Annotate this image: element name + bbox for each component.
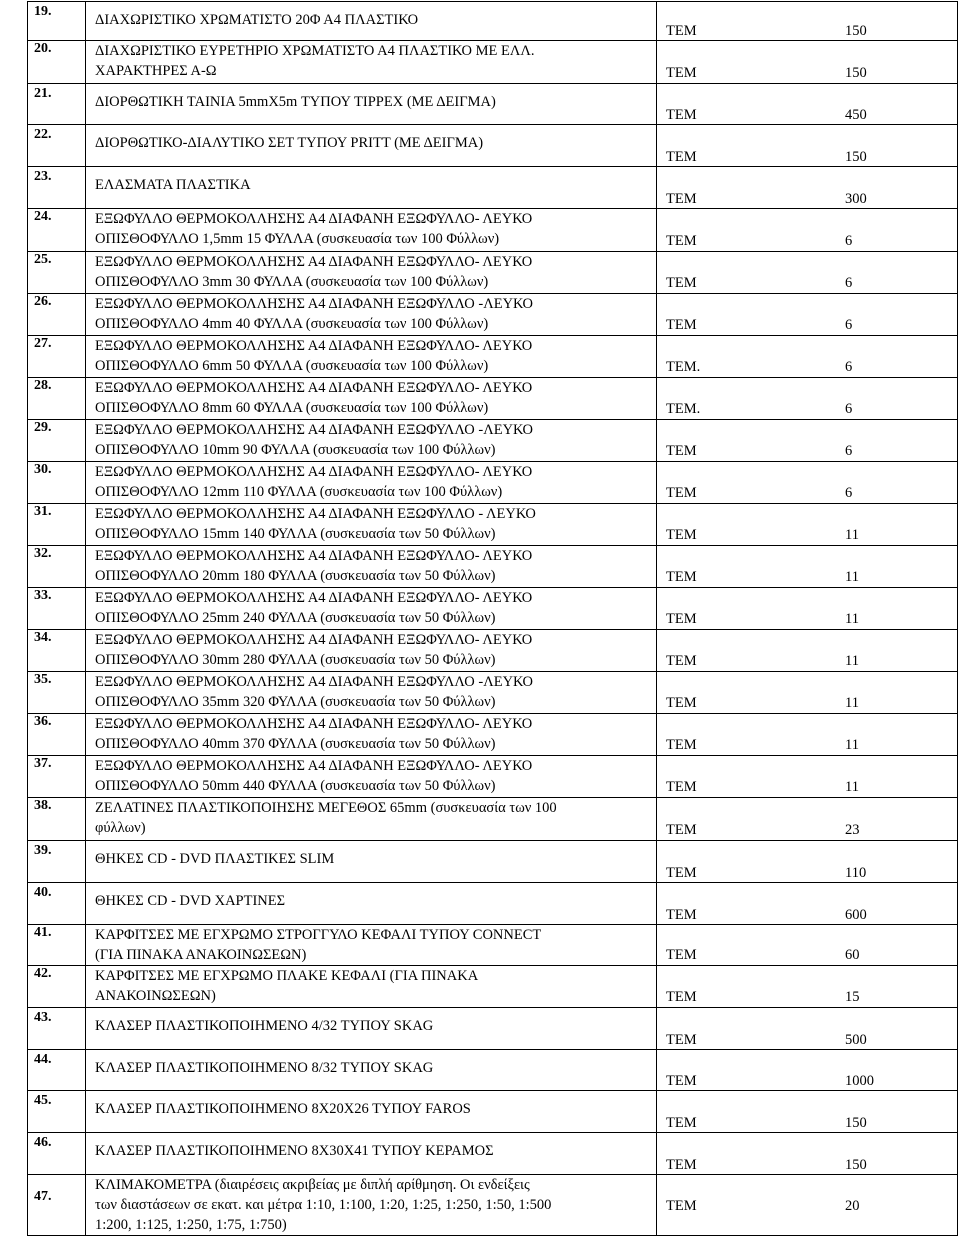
- table-row: [28, 588, 958, 630]
- item-number: 32.: [34, 546, 52, 561]
- item-quantity: 150: [845, 1115, 867, 1131]
- item-number: 41.: [34, 925, 52, 940]
- item-quantity: 600: [845, 907, 867, 923]
- item-number: 28.: [34, 378, 52, 393]
- table-row: [28, 925, 958, 966]
- item-quantity-cell: [657, 125, 958, 167]
- item-number: 46.: [34, 1135, 52, 1150]
- item-quantity-cell: [657, 2, 958, 41]
- item-description-line: ΟΠΙΣΘΟΦΥΛΛΟ 6mm 50 ΦΥΛΛΑ (συσκευασία των 100 Φύλλων): [95, 358, 489, 374]
- item-description-line: ΟΠΙΣΘΟΦΥΛΛΟ 40mm 370 ΦΥΛΛΑ (συσκευασία των 50 Φύλλων): [95, 736, 496, 752]
- item-quantity-cell: [657, 84, 958, 125]
- item-quantity-cell: [657, 630, 958, 672]
- item-description-line: ΕΞΩΦΥΛΛΟ ΘΕΡΜΟΚΟΛΛΗΣΗΣ Α4 ΔΙΑΦΑΝΗ ΕΞΩΦΥΛΛΟ- ΛΕΥΚΟ: [95, 464, 533, 480]
- table-row: [28, 336, 958, 378]
- item-description-cell: [86, 504, 657, 546]
- item-description-line: ΘΗΚΕΣ CD - DVD ΧΑΡΤΙΝΕΣ: [95, 893, 286, 909]
- item-description-line: ΑΝΑΚΟΙΝΩΣΕΩΝ): [95, 988, 216, 1004]
- item-number-cell: [28, 84, 86, 125]
- item-quantity-cell: [657, 294, 958, 336]
- item-number-cell: [28, 714, 86, 756]
- item-description-line: ΚΑΡΦΙΤΣΕΣ ΜΕ ΕΓΧΡΩΜΟ ΣΤΡΟΓΓΥΛΟ ΚΕΦΑΛΙ ΤΥΠΟΥ CONNECT: [95, 927, 542, 943]
- item-unit: ΤΕΜ: [666, 695, 697, 711]
- item-number-cell: [28, 1133, 86, 1175]
- item-number: 44.: [34, 1052, 52, 1067]
- item-quantity-cell: [657, 252, 958, 294]
- item-description-cell: [86, 378, 657, 420]
- item-quantity-cell: [657, 41, 958, 84]
- item-quantity: 6: [845, 233, 853, 249]
- item-description-line: ΕΞΩΦΥΛΛΟ ΘΕΡΜΟΚΟΛΛΗΣΗΣ Α4 ΔΙΑΦΑΝΗ ΕΞΩΦΥΛΛΟ- ΛΕΥΚΟ: [95, 380, 533, 396]
- item-unit: ΤΕΜ: [666, 233, 697, 249]
- item-number-cell: [28, 504, 86, 546]
- item-unit: ΤΕΜ: [666, 23, 697, 39]
- item-quantity: 6: [845, 359, 853, 375]
- item-unit: ΤΕΜ.: [666, 359, 701, 375]
- item-description-line: ΚΛΑΣΕΡ ΠΛΑΣΤΙΚΟΠΟΙΗΜΕΝΟ 8Χ30Χ41 ΤΥΠΟΥ ΚΕΡΑΜΟΣ: [95, 1143, 494, 1159]
- item-quantity: 6: [845, 401, 853, 417]
- item-number-cell: [28, 1008, 86, 1050]
- item-description-cell: [86, 630, 657, 672]
- item-number: 40.: [34, 885, 52, 900]
- item-quantity: 6: [845, 317, 853, 333]
- item-quantity-cell: [657, 546, 958, 588]
- item-unit: ΤΕΜ: [666, 1198, 697, 1214]
- item-number: 39.: [34, 843, 52, 858]
- item-number: 21.: [34, 86, 52, 101]
- item-number-cell: [28, 420, 86, 462]
- table-row: [28, 630, 958, 672]
- item-description-line: ΕΞΩΦΥΛΛΟ ΘΕΡΜΟΚΟΛΛΗΣΗΣ Α4 ΔΙΑΦΑΝΗ ΕΞΩΦΥΛΛΟ - ΛΕΥΚΟ: [95, 506, 536, 522]
- item-quantity: 150: [845, 1157, 867, 1173]
- item-description-line: ΟΠΙΣΘΟΦΥΛΛΟ 10mm 90 ΦΥΛΛΑ (συσκευασία των 100 Φύλλων): [95, 442, 496, 458]
- table-row: [28, 378, 958, 420]
- item-description-cell: [86, 1091, 657, 1133]
- table-row: [28, 294, 958, 336]
- table-row: [28, 125, 958, 167]
- item-number: 29.: [34, 420, 52, 435]
- item-description-line: (ΓΙΑ ΠΙΝΑΚΑ ΑΝΑΚΟΙΝΩΣΕΩΝ): [95, 947, 307, 963]
- item-quantity-cell: [657, 588, 958, 630]
- item-description-line: ΟΠΙΣΘΟΦΥΛΛΟ 30mm 280 ΦΥΛΛΑ (συσκευασία των 50 Φύλλων): [95, 652, 496, 668]
- table-row: [28, 462, 958, 504]
- item-unit: ΤΕΜ: [666, 1115, 697, 1131]
- item-unit: ΤΕΜ: [666, 653, 697, 669]
- items-table-body: [28, 2, 958, 1236]
- item-description-cell: [86, 2, 657, 41]
- item-quantity-cell: [657, 756, 958, 798]
- item-number-cell: [28, 546, 86, 588]
- item-description-cell: [86, 167, 657, 209]
- item-description-line: ΚΛΑΣΕΡ ΠΛΑΣΤΙΚΟΠΟΙΗΜΕΝΟ 8/32 ΤΥΠΟΥ SKAG: [95, 1060, 434, 1076]
- item-description-cell: [86, 966, 657, 1008]
- item-number: 35.: [34, 672, 52, 687]
- item-description-cell: [86, 714, 657, 756]
- item-quantity: 11: [845, 527, 859, 543]
- item-description-line: 1:200, 1:125, 1:250, 1:75, 1:750): [95, 1217, 287, 1233]
- item-description-line: ΟΠΙΣΘΟΦΥΛΛΟ 35mm 320 ΦΥΛΛΑ (συσκευασία των 50 Φύλλων): [95, 694, 496, 710]
- item-quantity: 20: [845, 1198, 860, 1214]
- item-unit: ΤΕΜ: [666, 317, 697, 333]
- item-number: 19.: [34, 4, 52, 19]
- item-description-cell: [86, 841, 657, 883]
- item-description-line: ΘΗΚΕΣ CD - DVD ΠΛΑΣΤΙΚΕΣ SLIM: [95, 851, 335, 867]
- item-quantity-cell: [657, 1133, 958, 1175]
- item-unit: ΤΕΜ: [666, 527, 697, 543]
- item-number: 34.: [34, 630, 52, 645]
- item-number-cell: [28, 966, 86, 1008]
- item-number-cell: [28, 252, 86, 294]
- item-description-line: ΕΞΩΦΥΛΛΟ ΘΕΡΜΟΚΟΛΛΗΣΗΣ Α4 ΔΙΑΦΑΝΗ ΕΞΩΦΥΛΛΟ- ΛΕΥΚΟ: [95, 211, 533, 227]
- item-number: 36.: [34, 714, 52, 729]
- item-description-line: ΕΞΩΦΥΛΛΟ ΘΕΡΜΟΚΟΛΛΗΣΗΣ Α4 ΔΙΑΦΑΝΗ ΕΞΩΦΥΛΛΟ -ΛΕΥΚΟ: [95, 422, 533, 438]
- item-description-line: ΕΞΩΦΥΛΛΟ ΘΕΡΜΟΚΟΛΛΗΣΗΣ Α4 ΔΙΑΦΑΝΗ ΕΞΩΦΥΛΛΟ- ΛΕΥΚΟ: [95, 632, 533, 648]
- item-description-cell: [86, 420, 657, 462]
- item-description-line: των διαστάσεων σε εκατ. και μέτρα 1:10, 1:100, 1:20, 1:25, 1:250, 1:50, 1:500: [95, 1197, 552, 1213]
- item-quantity: 11: [845, 737, 859, 753]
- item-description-cell: [86, 588, 657, 630]
- item-unit: ΤΕΜ: [666, 149, 697, 165]
- table-row: [28, 966, 958, 1008]
- item-quantity-cell: [657, 1008, 958, 1050]
- item-quantity-cell: [657, 336, 958, 378]
- item-quantity: 11: [845, 653, 859, 669]
- item-quantity: 500: [845, 1032, 867, 1048]
- item-unit: ΤΕΜ: [666, 107, 697, 123]
- item-quantity: 6: [845, 485, 853, 501]
- item-description-line: ΕΞΩΦΥΛΛΟ ΘΕΡΜΟΚΟΛΛΗΣΗΣ Α4 ΔΙΑΦΑΝΗ ΕΞΩΦΥΛΛΟ- ΛΕΥΚΟ: [95, 758, 533, 774]
- item-unit: ΤΕΜ: [666, 611, 697, 627]
- item-quantity: 11: [845, 779, 859, 795]
- item-description-cell: [86, 756, 657, 798]
- item-description-line: ΟΠΙΣΘΟΦΥΛΛΟ 12mm 110 ΦΥΛΛΑ (συσκευασία των 100 Φύλλων): [95, 484, 503, 500]
- item-number-cell: [28, 925, 86, 966]
- table-row: [28, 1008, 958, 1050]
- item-unit: ΤΕΜ: [666, 443, 697, 459]
- item-quantity-cell: [657, 925, 958, 966]
- item-number: 43.: [34, 1010, 52, 1025]
- item-description-line: ΟΠΙΣΘΟΦΥΛΛΟ 20mm 180 ΦΥΛΛΑ (συσκευασία των 50 Φύλλων): [95, 568, 496, 584]
- item-description-cell: [86, 1133, 657, 1175]
- table-row: [28, 420, 958, 462]
- table-row: [28, 209, 958, 252]
- item-description-line: ΕΞΩΦΥΛΛΟ ΘΕΡΜΟΚΟΛΛΗΣΗΣ Α4 ΔΙΑΦΑΝΗ ΕΞΩΦΥΛΛΟ- ΛΕΥΚΟ: [95, 548, 533, 564]
- item-number: 25.: [34, 252, 52, 267]
- item-unit: ΤΕΜ: [666, 865, 697, 881]
- table-row: [28, 1050, 958, 1091]
- item-unit: ΤΕΜ: [666, 737, 697, 753]
- table-row: [28, 672, 958, 714]
- item-unit: ΤΕΜ: [666, 569, 697, 585]
- item-description-line: ΚΛΙΜΑΚΟΜΕΤΡΑ (διαιρέσεις ακριβείας με διπλή αρίθμηση. Οι ενδείξεις: [95, 1177, 530, 1193]
- table-row: [28, 798, 958, 841]
- item-description-line: ΕΞΩΦΥΛΛΟ ΘΕΡΜΟΚΟΛΛΗΣΗΣ Α4 ΔΙΑΦΑΝΗ ΕΞΩΦΥΛΛΟ -ΛΕΥΚΟ: [95, 296, 533, 312]
- item-description-line: ΚΑΡΦΙΤΣΕΣ ΜΕ ΕΓΧΡΩΜΟ ΠΛΑΚΕ ΚΕΦΑΛΙ (ΓΙΑ ΠΙΝΑΚΑ: [95, 968, 479, 984]
- item-description-cell: [86, 798, 657, 841]
- item-number: 20.: [34, 41, 52, 56]
- item-number-cell: [28, 1050, 86, 1091]
- item-description-line: ΟΠΙΣΘΟΦΥΛΛΟ 25mm 240 ΦΥΛΛΑ (συσκευασία των 50 Φύλλων): [95, 610, 496, 626]
- item-quantity: 150: [845, 23, 867, 39]
- item-description-cell: [86, 925, 657, 966]
- item-unit: ΤΕΜ: [666, 275, 697, 291]
- table-row: [28, 84, 958, 125]
- item-quantity: 1000: [845, 1073, 874, 1089]
- item-number-cell: [28, 294, 86, 336]
- item-description-cell: [86, 1008, 657, 1050]
- item-number-cell: [28, 2, 86, 41]
- item-description-line: ΕΞΩΦΥΛΛΟ ΘΕΡΜΟΚΟΛΛΗΣΗΣ Α4 ΔΙΑΦΑΝΗ ΕΞΩΦΥΛΛΟ- ΛΕΥΚΟ: [95, 590, 533, 606]
- item-description-cell: [86, 294, 657, 336]
- item-quantity: 150: [845, 149, 867, 165]
- item-quantity: 11: [845, 611, 859, 627]
- item-description-line: ΟΠΙΣΘΟΦΥΛΛΟ 50mm 440 ΦΥΛΛΑ (συσκευασία των 50 Φύλλων): [95, 778, 496, 794]
- item-description-line: ΔΙΑΧΩΡΙΣΤΙΚΟ ΧΡΩΜΑΤΙΣΤΟ 20Φ Α4 ΠΛΑΣΤΙΚΟ: [95, 12, 419, 28]
- item-number: 42.: [34, 966, 52, 981]
- item-quantity-cell: [657, 462, 958, 504]
- item-description-line: ΚΛΑΣΕΡ ΠΛΑΣΤΙΚΟΠΟΙΗΜΕΝΟ 8Χ20Χ26 ΤΥΠΟΥ FAROS: [95, 1101, 471, 1117]
- item-unit: ΤΕΜ: [666, 485, 697, 501]
- item-description-line: ΖΕΛΑΤΙΝΕΣ ΠΛΑΣΤΙΚΟΠΟΙΗΣΗΣ ΜΕΓΕΘΟΣ 65mm (συσκευασία των 100: [95, 800, 557, 816]
- item-description-line: ΕΞΩΦΥΛΛΟ ΘΕΡΜΟΚΟΛΛΗΣΗΣ Α4 ΔΙΑΦΑΝΗ ΕΞΩΦΥΛΛΟ -ΛΕΥΚΟ: [95, 674, 533, 690]
- item-quantity: 60: [845, 947, 860, 963]
- item-unit: ΤΕΜ: [666, 822, 697, 838]
- item-number-cell: [28, 41, 86, 84]
- item-number: 27.: [34, 336, 52, 351]
- item-number-cell: [28, 672, 86, 714]
- item-number-cell: [28, 125, 86, 167]
- item-quantity: 15: [845, 989, 860, 1005]
- table-row: [28, 714, 958, 756]
- item-quantity: 6: [845, 275, 853, 291]
- item-description-cell: [86, 1050, 657, 1091]
- item-description-cell: [86, 672, 657, 714]
- item-number-cell: [28, 167, 86, 209]
- item-unit: ΤΕΜ: [666, 989, 697, 1005]
- item-number: 33.: [34, 588, 52, 603]
- item-unit: ΤΕΜ.: [666, 401, 701, 417]
- item-number: 23.: [34, 169, 52, 184]
- item-unit: ΤΕΜ: [666, 65, 697, 81]
- item-number: 24.: [34, 209, 52, 224]
- item-quantity-cell: [657, 1091, 958, 1133]
- item-quantity-cell: [657, 841, 958, 883]
- item-description-cell: [86, 462, 657, 504]
- table-row: [28, 756, 958, 798]
- item-number: 45.: [34, 1093, 52, 1108]
- item-description-cell: [86, 125, 657, 167]
- table-row: [28, 546, 958, 588]
- item-unit: ΤΕΜ: [666, 779, 697, 795]
- item-unit: ΤΕΜ: [666, 947, 697, 963]
- table-row: [28, 1091, 958, 1133]
- item-quantity-cell: [657, 378, 958, 420]
- item-description-line: ΕΛΑΣΜΑΤΑ ΠΛΑΣΤΙΚΑ: [95, 177, 251, 193]
- item-quantity-cell: [657, 167, 958, 209]
- item-description-line: ΕΞΩΦΥΛΛΟ ΘΕΡΜΟΚΟΛΛΗΣΗΣ Α4 ΔΙΑΦΑΝΗ ΕΞΩΦΥΛΛΟ- ΛΕΥΚΟ: [95, 254, 533, 270]
- item-quantity: 11: [845, 569, 859, 585]
- table-row: [28, 167, 958, 209]
- item-quantity: 300: [845, 191, 867, 207]
- item-quantity: 450: [845, 107, 867, 123]
- item-description-line: ΔΙΟΡΘΩΤΙΚΗ ΤΑΙΝΙΑ 5mmX5m ΤΥΠΟΥ TIPPEX (ΜΕ ΔΕΙΓΜΑ): [95, 94, 496, 110]
- item-number: 22.: [34, 127, 52, 142]
- item-description-line: ΟΠΙΣΘΟΦΥΛΛΟ 15mm 140 ΦΥΛΛΑ (συσκευασία των 50 Φύλλων): [95, 526, 496, 542]
- table-row: [28, 841, 958, 883]
- item-quantity-cell: [657, 1050, 958, 1091]
- item-number-cell: [28, 841, 86, 883]
- table-row: [28, 252, 958, 294]
- item-description-line: ΧΑΡΑΚΤΗΡΕΣ Α-Ω: [95, 63, 217, 79]
- item-number: 38.: [34, 798, 52, 813]
- item-number: 30.: [34, 462, 52, 477]
- item-description-line: ΔΙΟΡΘΩΤΙΚΟ-ΔΙΑΛΥΤΙΚΟ ΣΕΤ ΤΥΠΟΥ PRITT (ΜΕ ΔΕΙΓΜΑ): [95, 135, 484, 151]
- item-quantity: 11: [845, 695, 859, 711]
- items-table: [27, 1, 958, 1236]
- item-quantity: 110: [845, 865, 867, 881]
- item-unit: ΤΕΜ: [666, 1032, 697, 1048]
- item-quantity-cell: [657, 966, 958, 1008]
- item-number-cell: [28, 462, 86, 504]
- item-number-cell: [28, 1091, 86, 1133]
- item-number-cell: [28, 630, 86, 672]
- item-description-line: ΚΛΑΣΕΡ ΠΛΑΣΤΙΚΟΠΟΙΗΜΕΝΟ 4/32 ΤΥΠΟΥ SKAG: [95, 1018, 434, 1034]
- table-row: [28, 1175, 958, 1236]
- item-number-cell: [28, 798, 86, 841]
- item-number-cell: [28, 209, 86, 252]
- item-number: 26.: [34, 294, 52, 309]
- item-description-line: ΟΠΙΣΘΟΦΥΛΛΟ 8mm 60 ΦΥΛΛΑ (συσκευασία των 100 Φύλλων): [95, 400, 489, 416]
- item-description-cell: [86, 546, 657, 588]
- table-row: [28, 883, 958, 925]
- item-number: 37.: [34, 756, 52, 771]
- item-description-cell: [86, 336, 657, 378]
- item-description-cell: [86, 252, 657, 294]
- item-quantity-cell: [657, 798, 958, 841]
- item-number-cell: [28, 588, 86, 630]
- item-number-cell: [28, 336, 86, 378]
- item-number: 31.: [34, 504, 52, 519]
- item-quantity: 23: [845, 822, 860, 838]
- table-row: [28, 504, 958, 546]
- item-quantity: 6: [845, 443, 853, 459]
- item-description-cell: [86, 84, 657, 125]
- item-quantity-cell: [657, 504, 958, 546]
- item-number: 47.: [34, 1189, 52, 1204]
- item-quantity-cell: [657, 209, 958, 252]
- item-description-cell: [86, 209, 657, 252]
- table-row: [28, 41, 958, 84]
- item-number-cell: [28, 883, 86, 925]
- item-unit: ΤΕΜ: [666, 1073, 697, 1089]
- item-description-line: ΔΙΑΧΩΡΙΣΤΙΚΟ ΕΥΡΕΤΗΡΙΟ ΧΡΩΜΑΤΙΣΤΟ Α4 ΠΛΑΣΤΙΚΟ ΜΕ ΕΛΛ.: [95, 43, 535, 59]
- item-quantity-cell: [657, 420, 958, 462]
- item-unit: ΤΕΜ: [666, 907, 697, 923]
- item-description-line: ΟΠΙΣΘΟΦΥΛΛΟ 3mm 30 ΦΥΛΛΑ (συσκευασία των 100 Φύλλων): [95, 274, 489, 290]
- item-unit: ΤΕΜ: [666, 1157, 697, 1173]
- item-description-cell: [86, 1175, 657, 1236]
- item-description-line: φύλλων): [95, 820, 146, 836]
- item-description-cell: [86, 41, 657, 84]
- item-quantity: 150: [845, 65, 867, 81]
- item-quantity-cell: [657, 1175, 958, 1236]
- table-row: [28, 2, 958, 41]
- table-row: [28, 1133, 958, 1175]
- item-description-line: ΕΞΩΦΥΛΛΟ ΘΕΡΜΟΚΟΛΛΗΣΗΣ Α4 ΔΙΑΦΑΝΗ ΕΞΩΦΥΛΛΟ- ΛΕΥΚΟ: [95, 716, 533, 732]
- item-number-cell: [28, 756, 86, 798]
- item-description-line: ΕΞΩΦΥΛΛΟ ΘΕΡΜΟΚΟΛΛΗΣΗΣ Α4 ΔΙΑΦΑΝΗ ΕΞΩΦΥΛΛΟ- ΛΕΥΚΟ: [95, 338, 533, 354]
- item-quantity-cell: [657, 883, 958, 925]
- item-number-cell: [28, 378, 86, 420]
- item-description-cell: [86, 883, 657, 925]
- item-description-line: ΟΠΙΣΘΟΦΥΛΛΟ 1,5mm 15 ΦΥΛΛΑ (συσκευασία των 100 Φύλλων): [95, 231, 500, 247]
- item-number-cell: [28, 1175, 86, 1236]
- item-quantity-cell: [657, 714, 958, 756]
- item-description-line: ΟΠΙΣΘΟΦΥΛΛΟ 4mm 40 ΦΥΛΛΑ (συσκευασία των 100 Φύλλων): [95, 316, 489, 332]
- item-unit: ΤΕΜ: [666, 191, 697, 207]
- item-quantity-cell: [657, 672, 958, 714]
